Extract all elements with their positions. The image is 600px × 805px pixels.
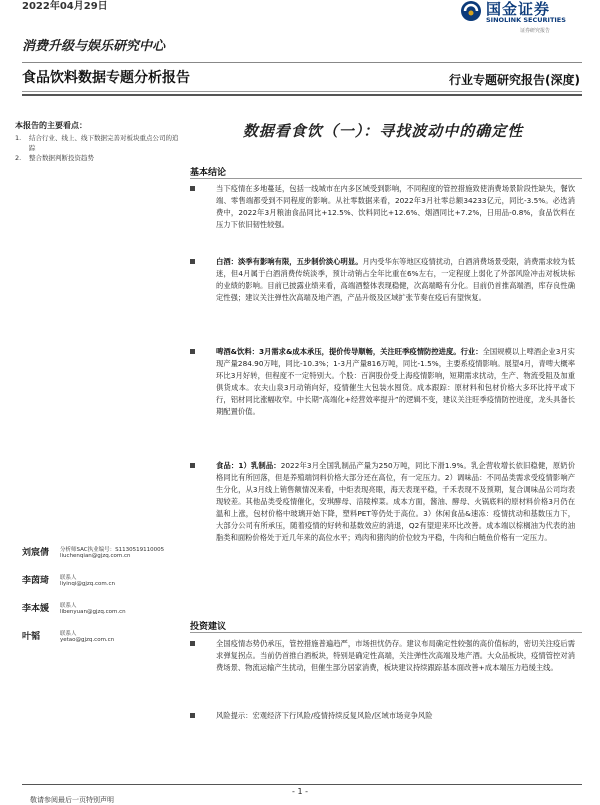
footer-divider [22,784,582,785]
highlights-box [15,120,180,163]
analyst-email[interactable]: liyinqi@gjzq.com.cn [60,581,115,587]
bullet-icon [190,713,195,718]
section-divider [190,178,582,179]
analyst-email[interactable]: liuchenqian@gjzq.com.cn [60,553,131,559]
disclaimer-note: 敬请参阅最后一页特别声明 [30,796,114,804]
bullet-icon [190,641,195,646]
highlights-title: 本报告的主要看点： [15,121,87,130]
section-heading: 投资建议 [190,622,227,632]
report-type: 行业专题研究报告(深度) [449,73,580,87]
company-logo [460,0,585,34]
baijiu-paragraph [190,256,575,304]
analyst-email[interactable]: libenyuan@gjzq.com.cn [60,609,126,615]
header-divider [22,62,582,63]
baijiu-body: 月内受华东等地区疫情扰动，白酒消费场景受限，消费需求较为低迷，但4月属于白酒消费传统淡季，预计动销占全年比重在6%左右，一定程度上弱化了外部风险冲击对板块标的业绩的影响。目前已披露业绩来看，高端酒整体表现稳健，次高端略有分化。目前仍首推高端酒，库存良性确定性强；建议关注弹性次高端及地产酒，产品升级及区域扩张节奏在疫后有望恢复。 [216,257,576,302]
beer-body: 全国规模以上啤酒企业3月实现产量284.90万吨，同比-10.3%；1-3月产量816万吨，同比-1.5%，主要系疫情影响。展望4月，青啤大概率环比3月好转，但程度不一定特别大。个股：百润股份受上海疫情影响，短期需求扰动，生产、物流受阻及加重俱货成本。农夫山泉3月动销向好，疫情催生大包装水囤货。成本跟踪：原材料和包材价格大多环比持平或下行，铝材同比涨幅收窄。中长期“高端化+经营效率提升”的逻辑不变，建议关注旺季疫情防控进度，龙头具备长期配置价值。 [216,347,575,416]
highlight-text: 结合行业、线上、线下数据完善对板块重点公司的追踪 [29,134,179,152]
report-title: 食品饮料数据专题分析报告 [22,70,190,86]
analyst-role: 分析师SAC执业编号：S1130519110005 [60,547,165,553]
report-date: 2022年04月29日 [22,1,108,12]
analyst-email[interactable]: yetao@gjzq.com.cn [60,637,115,643]
logo-mark-icon [460,0,482,22]
highlight-item [15,133,180,153]
bullet-icon [190,186,195,191]
analyst-role: 联系人 [60,631,77,637]
highlight-num: 1. [15,134,22,142]
risk-paragraph: 风险提示：宏观经济下行风险/疫情持续反复风险/区域市场竞争风险 [190,710,575,722]
analyst-name: 刘宸倩 [22,548,50,558]
page-number: - 1 - [292,787,308,796]
analyst-name: 李本媛 [22,604,50,614]
bullet-icon [190,463,195,468]
header-divider-thick [22,94,582,96]
analyst-role: 联系人 [60,603,77,609]
summary-paragraph: 当下疫情在多地蔓延，包括一线城市在内多区域受到影响，不同程度的管控措施致使消费场景阶段性缺失，餐饮端、零售端都受到不同程度的影响。从社零数据来看，2022年3月社零总额34233亿元，同比-3.5%。必选消费中，2022年3月粮油食品同比+12.5%、饮料同比+12.6%、烟酒同比+7.2%，日用品-0.8%，食品饮料在压力下依旧韧性较强。 [190,183,575,231]
investment-paragraph: 全国疫情态势仍承压，管控措施普遍趋严，市场担忧仍存。建议布局确定性较强的高价值标的，密切关注疫后需求弹复拐点。当前仍首推白酒板块，特别是确定性高端，关注弹性次高端及地产酒。大众品板块，疫情管控对消费场景、物流运输产生扰动，但催生部分居家消费，板块建议持续跟踪基本面改善+成本端压力趋缓主线。 [190,638,575,674]
beer-paragraph [190,346,575,418]
food-lead: 食品：1）乳制品： [216,461,281,470]
bullet-icon [190,259,195,264]
research-center: 消费升级与娱乐研究中心 [22,39,166,54]
highlight-num: 2. [15,154,22,162]
beer-lead: 啤酒&饮料：3月需求&成本承压，提价传导顺畅，关注旺季疫情防控进度。行业： [216,347,483,356]
logo-cn: 国金证券 [486,0,551,18]
section-divider [190,632,582,633]
analyst-role: 联系人 [60,575,77,581]
food-body: 2022年3月全国乳制品产量为250万吨，同比下滑1.9%。乳企营收增长依旧稳健，原奶价格同比有所回落，但是养殖端饲料价格大部分还在高位，有一定压力。2）调味品：不同品类需求受疫情影响产生分化，从3月线上销售额情况来看，中炬表现亮眼，海天表现平稳，千禾表现不及预期，复合调味品公司均表现较差。其他品类受疫情催化，安琪酵母、涪陵榨菜。成本方面，酱油、酵母、火锅底料的原材料价格3月仍在温和上涨，包材价格中玻璃开始下降，塑料PET等仍处于高位。3）休闲食品&速冻：疫情扰动和基数压力下，大部分公司有所承压，随着疫情的好转和基数效应的消退，Q2有望迎来环比改善。成本端以棕榈油为代表的油脂类和面粉价格处于近几年来的高位水平；鸡肉和猪肉的价位较为平稳，牛肉和白鲢鱼价格有一定压力。 [216,461,575,542]
analyst-name: 叶韬 [22,632,41,642]
logo-en: SINOLINK SECURITIES [486,16,566,24]
header-divider-thin [22,91,582,92]
analyst-name: 李茵琦 [22,576,50,586]
main-title: 数据看食饮（一）：寻找波动中的确定性 [242,122,524,140]
highlight-text: 整合数据判断投资趋势 [29,154,94,162]
logo-sub: 证券研究报告 [520,28,551,34]
bullet-icon [190,349,195,354]
section-heading: 基本结论 [190,168,227,178]
highlight-item [15,153,180,163]
food-paragraph [190,460,575,544]
baijiu-lead: 白酒：淡季有影响有限，五步制价淡心明显。 [216,257,363,266]
